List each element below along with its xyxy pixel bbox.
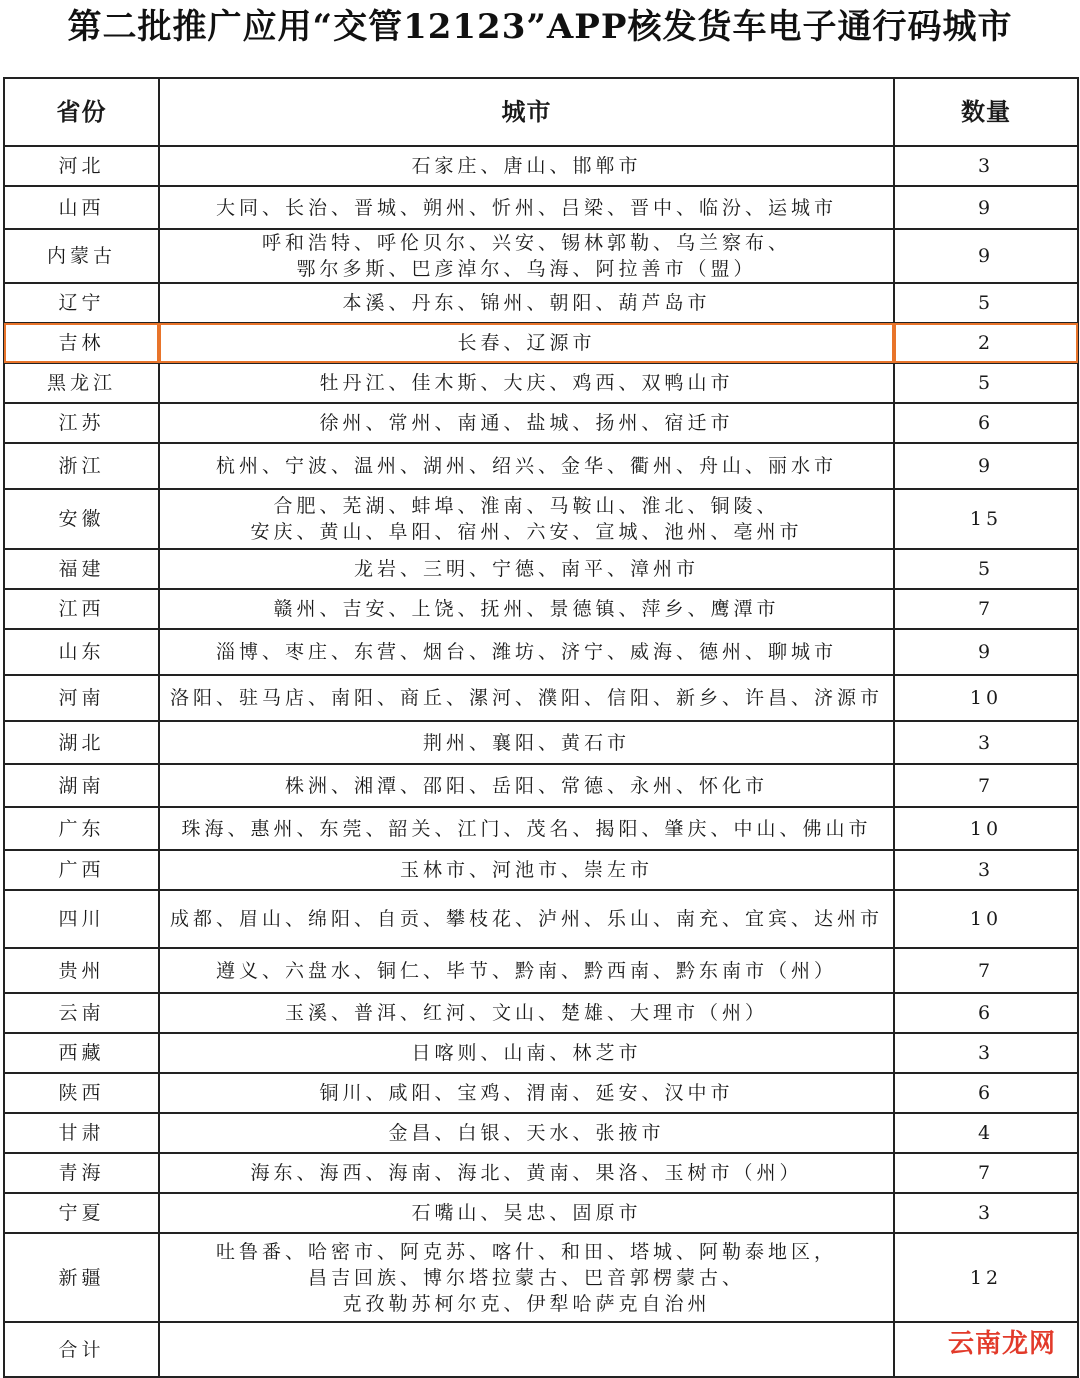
cities-line: 石嘴山、吴忠、固原市 [411,1202,642,1224]
cities-cell [159,1322,894,1377]
province-cell: 安徽 [4,489,159,549]
count-cell: 12 [894,1233,1078,1322]
table-row [4,629,1078,675]
province-cell: 湖南 [4,764,159,807]
cities-line: 玉溪、普洱、红河、文山、楚雄、大理市（州） [284,1002,768,1024]
cities-cell [159,807,894,850]
cities-cell [159,675,894,721]
table-row [4,489,1078,549]
cities-cell [159,993,894,1033]
province-cell: 陕西 [4,1073,159,1113]
province-cell: 宁夏 [4,1193,159,1233]
province-cell: 合计 [4,1322,159,1377]
province-cell: 河南 [4,675,159,721]
cities-line: 成都、眉山、绵阳、自贡、攀枝花、泸州、乐山、南充、宜宾、达州市 [169,908,883,930]
cities-cell [159,1193,894,1233]
table-row [4,229,1078,283]
table-row [4,323,1078,363]
cities-cell [159,323,894,363]
cities-cell [159,1233,894,1322]
cities-line: 合肥、芜湖、蚌埠、淮南、马鞍山、淮北、铜陵、 [273,495,780,517]
count-cell: 3 [894,721,1078,764]
province-cell: 江西 [4,589,159,629]
cities-line: 玉林市、河池市、崇左市 [399,859,653,881]
count-cell: 3 [894,850,1078,890]
cities-line: 遵义、六盘水、铜仁、毕节、黔南、黔西南、黔东南市（州） [215,959,837,982]
cities-cell [159,489,894,549]
count-cell: 3 [894,146,1078,186]
province-cell: 甘肃 [4,1113,159,1153]
count-cell: 6 [894,993,1078,1033]
table-header-row [4,78,1078,146]
table-row [4,1033,1078,1073]
cities-line: 日喀则、山南、林芝市 [411,1042,642,1064]
province-cell: 青海 [4,1153,159,1193]
table-row [4,890,1078,948]
count-cell: 4 [894,1113,1078,1153]
province-cell: 辽宁 [4,283,159,323]
cities-line: 淄博、枣庄、东营、烟台、潍坊、济宁、威海、德州、聊城市 [215,641,837,663]
count-cell: 5 [894,283,1078,323]
table-row [4,948,1078,993]
cities-cell [159,403,894,443]
count-cell: 10 [894,675,1078,721]
province-cell: 四川 [4,890,159,948]
cities-cell [159,1073,894,1113]
count-cell: 3 [894,1193,1078,1233]
cities-line: 安庆、黄山、阜阳、宿州、六安、宣城、池州、亳州市 [250,521,803,543]
table-row [4,850,1078,890]
table-row [4,283,1078,323]
cities-line: 昌吉回族、博尔塔拉蒙古、巴音郭楞蒙古、 [307,1266,745,1289]
count-cell: 5 [894,363,1078,403]
province-cell: 山东 [4,629,159,675]
cities-line: 克孜勒苏柯尔克、伊犁哈萨克自治州 [342,1292,711,1315]
header-cities: 城市 [159,78,894,146]
province-cell: 西藏 [4,1033,159,1073]
header-count: 数量 [894,78,1078,146]
province-cell: 广东 [4,807,159,850]
province-cell: 河北 [4,146,159,186]
count-cell: 7 [894,764,1078,807]
cities-line: 牡丹江、佳木斯、大庆、鸡西、双鸭山市 [319,372,734,394]
count-cell: 9 [894,186,1078,229]
cities-cell [159,721,894,764]
watermark-logo: 云南龙网 [947,1329,1056,1359]
province-cell: 新疆 [4,1233,159,1322]
cities-cell [159,443,894,489]
cities-line: 赣州、吉安、上饶、抚州、景德镇、萍乡、鹰潭市 [273,598,780,620]
table-row [4,363,1078,403]
province-cell: 福建 [4,549,159,589]
count-cell: 3 [894,1033,1078,1073]
cities-cell [159,589,894,629]
cities-line: 本溪、丹东、锦州、朝阳、葫芦岛市 [342,292,711,314]
table-row [4,1073,1078,1113]
province-cell: 内蒙古 [4,229,159,283]
cities-line: 呼和浩特、呼伦贝尔、兴安、锡林郭勒、乌兰察布、 [261,232,791,254]
cities-line: 石家庄、唐山、邯郸市 [411,155,642,177]
cities-line: 大同、长治、晋城、朔州、忻州、吕梁、晋中、临汾、运城市 [215,196,837,219]
cities-cell [159,1113,894,1153]
count-cell: 9 [894,629,1078,675]
cities-cell [159,764,894,807]
table-row [4,589,1078,629]
table-body [4,146,1078,1377]
cities-cell [159,229,894,283]
city-table [3,77,1079,1378]
province-cell: 山西 [4,186,159,229]
table-row [4,549,1078,589]
cities-cell [159,1033,894,1073]
table-row [4,443,1078,489]
table-row [4,186,1078,229]
table-row [4,1193,1078,1233]
cities-line: 吐鲁番、哈密市、阿克苏、喀什、和田、塔城、阿勒泰地区， [215,1240,837,1263]
cities-cell [159,1153,894,1193]
page-title: 第二批推广应用“交管12123”APP核发货车电子通行码城市 [67,7,1013,47]
province-cell: 吉林 [4,323,159,363]
cities-line: 鄂尔多斯、巴彦淖尔、乌海、阿拉善市（盟） [296,258,757,280]
cities-cell [159,363,894,403]
province-cell: 云南 [4,993,159,1033]
table-row [4,1233,1078,1322]
count-cell: 7 [894,589,1078,629]
cities-cell [159,629,894,675]
count-cell: 7 [894,1153,1078,1193]
province-cell: 江苏 [4,403,159,443]
table-row [4,1322,1078,1377]
province-cell: 广西 [4,850,159,890]
count-cell: 6 [894,1073,1078,1113]
cities-line: 长春、辽源市 [457,332,596,354]
cities-line: 徐州、常州、南通、盐城、扬州、宿迁市 [319,412,734,434]
count-cell: 9 [894,443,1078,489]
header-province: 省份 [4,78,159,146]
table-row [4,403,1078,443]
cities-cell [159,890,894,948]
cities-line: 海东、海西、海南、海北、黄南、果洛、玉树市（州） [250,1162,803,1184]
province-cell: 贵州 [4,948,159,993]
province-cell: 浙江 [4,443,159,489]
cities-cell [159,283,894,323]
cities-cell [159,549,894,589]
province-cell: 黑龙江 [4,363,159,403]
cities-cell [159,948,894,993]
cities-line: 杭州、宁波、温州、湖州、绍兴、金华、衢州、舟山、丽水市 [215,455,837,477]
table-row [4,146,1078,186]
count-cell: 15 [894,489,1078,549]
cities-line: 洛阳、驻马店、南阳、商丘、漯河、濮阳、信阳、新乡、许昌、济源市 [169,687,883,709]
table-row [4,993,1078,1033]
cities-cell [159,186,894,229]
count-cell: 7 [894,948,1078,993]
province-cell: 湖北 [4,721,159,764]
count-cell: 9 [894,229,1078,283]
cities-line: 株洲、湘潭、邵阳、岳阳、常德、永州、怀化市 [284,774,768,797]
cities-line: 荆州、襄阳、黄石市 [422,731,630,754]
count-cell: 10 [894,890,1078,948]
count-cell: 2 [894,323,1078,363]
table-row [4,807,1078,850]
cities-line: 金昌、白银、天水、张掖市 [388,1122,665,1144]
table-row [4,721,1078,764]
cities-line: 龙岩、三明、宁德、南平、漳州市 [353,558,699,580]
table-row [4,675,1078,721]
count-cell: 5 [894,549,1078,589]
table-row [4,764,1078,807]
cities-cell [159,850,894,890]
table-row [4,1153,1078,1193]
cities-line: 铜川、咸阳、宝鸡、渭南、延安、汉中市 [319,1082,734,1104]
cities-line: 珠海、惠州、东莞、韶关、江门、茂名、揭阳、肇庆、中山、佛山市 [181,817,872,840]
cities-cell [159,146,894,186]
table-row [4,1113,1078,1153]
count-cell: 10 [894,807,1078,850]
count-cell: 6 [894,403,1078,443]
